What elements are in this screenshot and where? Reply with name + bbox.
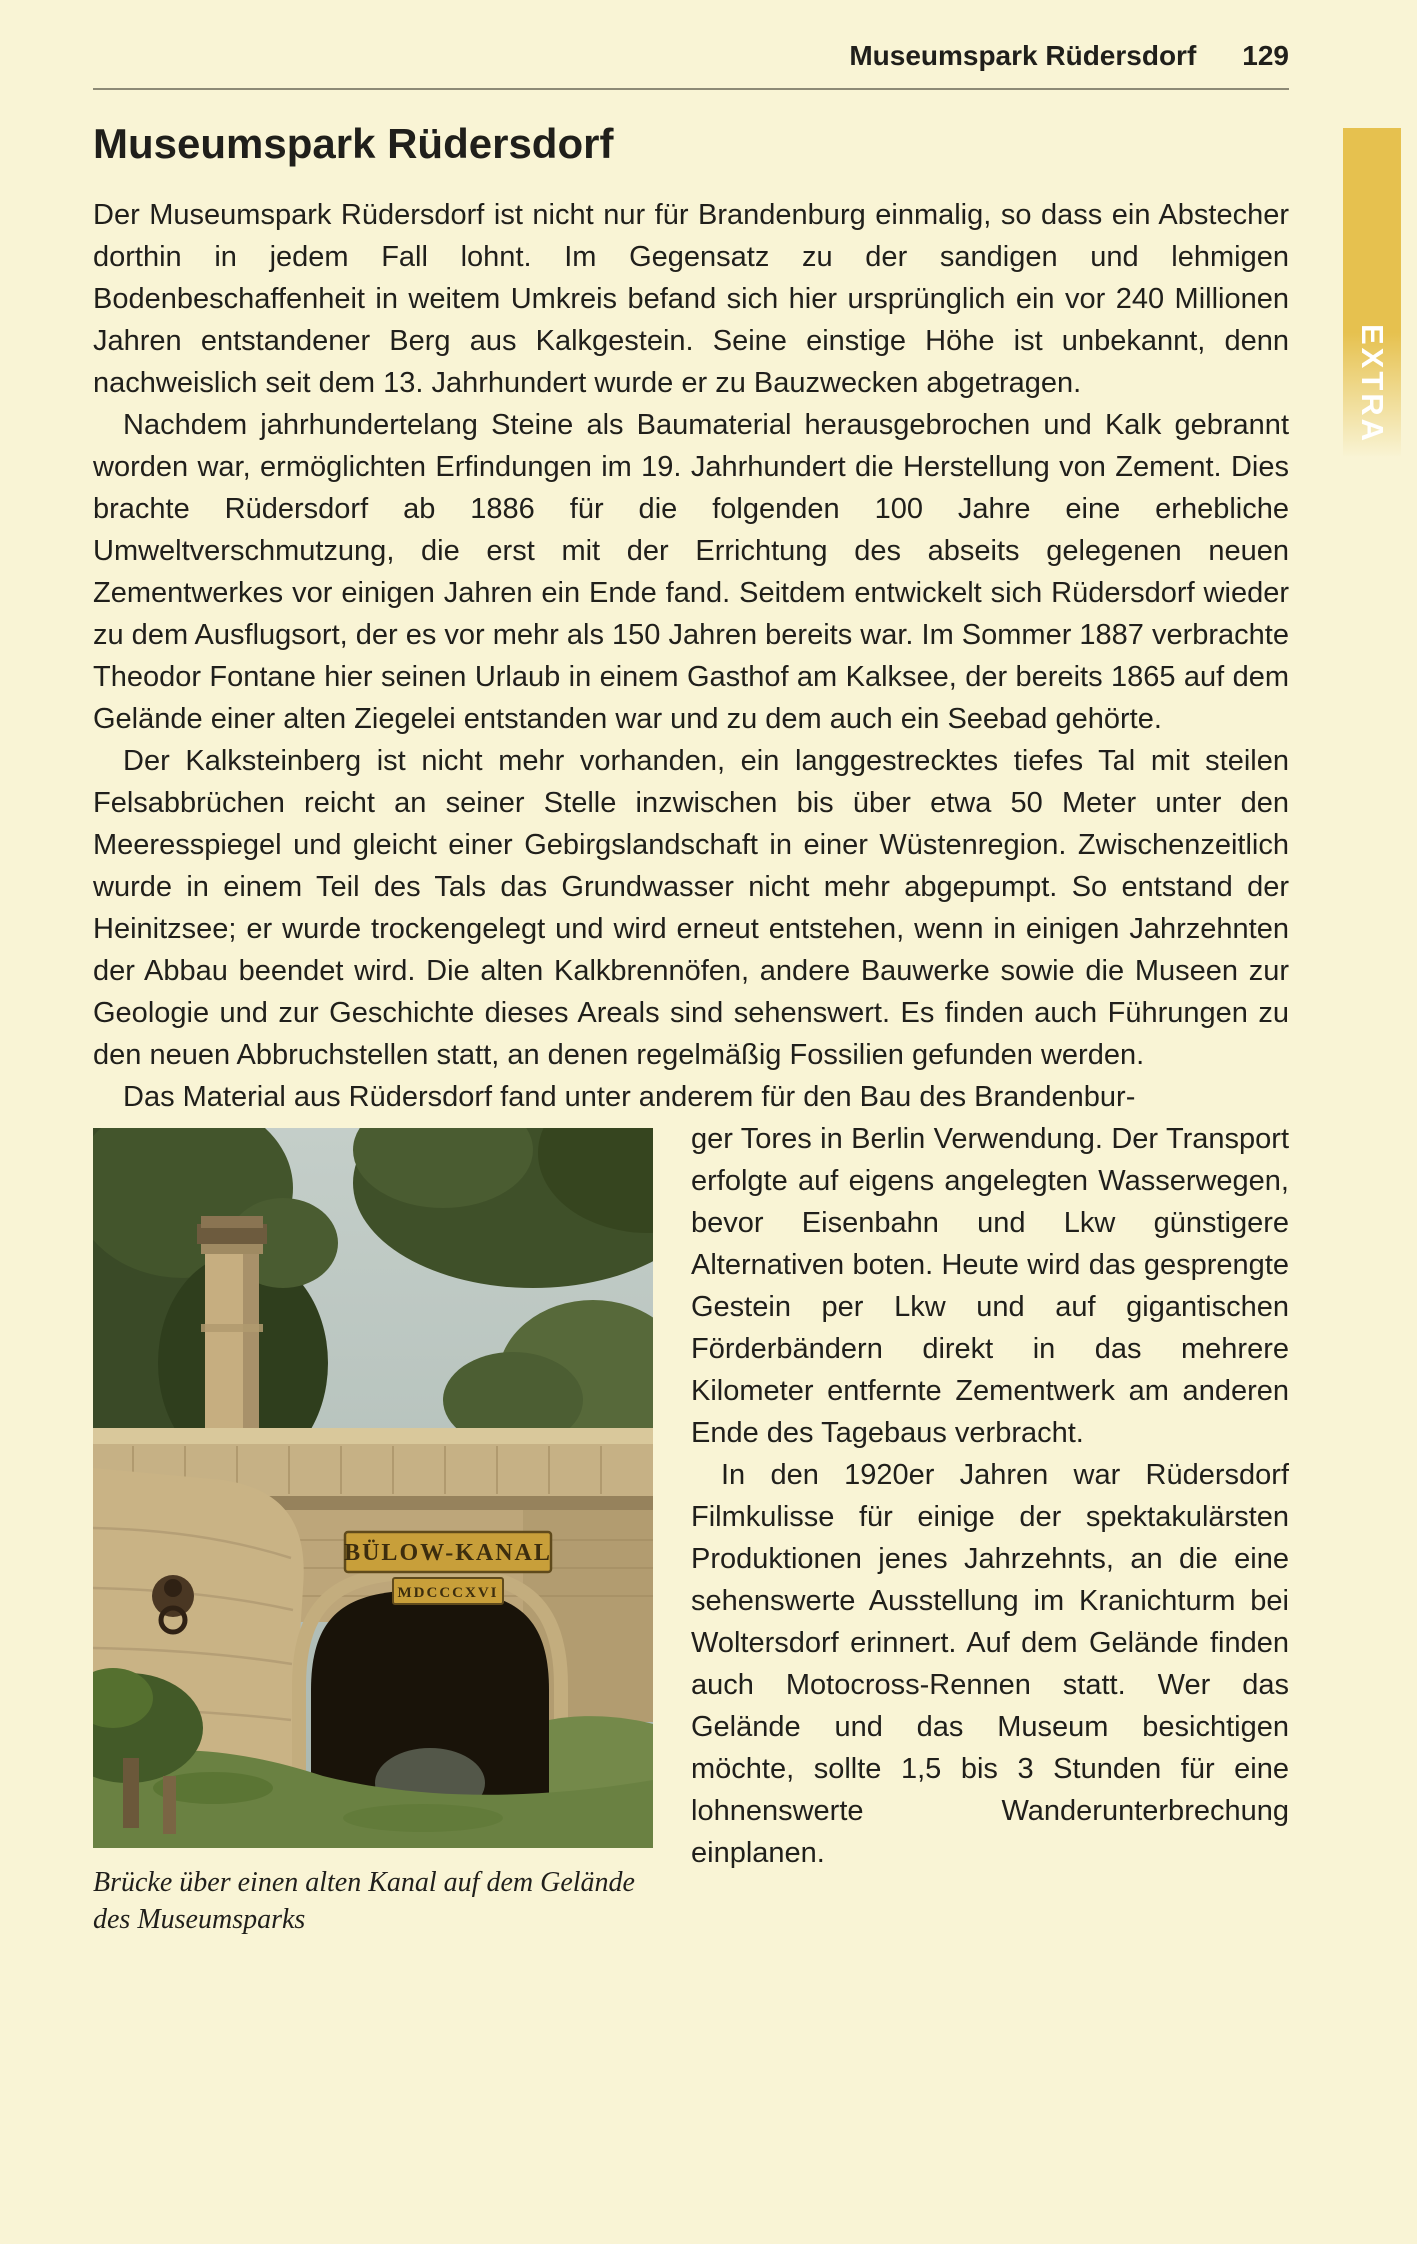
paragraph-3: Der Kalksteinberg ist nicht mehr vorhanden, ein langgestrecktes tiefes Tal mit steilen Felsabbrüchen reicht an seiner Stelle inzwischen bis über etwa 50 Meter unter den Meeresspiegel und gleicht einer Gebirgslandschaft in einer Wüstenregion. Zwischenzeitlich wurde in einem Teil des Tals das Grundwasser nicht mehr abgepumpt. So entstand der Heinitzsee; er wurde trockengelegt und wird erneut entstehen, wenn in einigen Jahrzehnten der Abbau beendet wird. Die alten Kalkbrennöfen, andere Bauwerke sowie die Museen zur Geologie und zur Geschichte dieses Areals sind sehenswert. Es finden auch Führungen zu den neuen Abbruchstellen statt, an denen regelmäßig Fossilien gefunden werden. [93,745,1289,1071]
paragraph-4-intro: Das Material aus Rüdersdorf fand unter anderem für den Bau des Brandenbur- [123,1081,1136,1113]
paragraph-1: Der Museumspark Rüdersdorf ist nicht nur für Brandenburg einmalig, so dass ein Abstecher dorthin in jedem Fall lohnt. Im Gegensatz zu der sandigen und lehmigen Bodenbeschaffenheit in weitem Umkreis befand sich hier ursprünglich ein vor 240 Millionen Jahren entstandener Berg aus Kalkgestein. Seine einstige Höhe ist unbekannt, denn nachweislich seit dem 13. Jahrhundert wurde er zu Bauzwecken abgetragen. [93,199,1289,399]
paragraph-2: Nachdem jahrhundertelang Steine als Baumaterial herausgebrochen und Kalk gebrannt worden war, ermöglichten Erfindungen im 19. Jahrhundert die Herstellung von Zement. Dies brachte Rüdersdorf ab 1886 für die folgenden 100 Jahre eine erhebliche Umweltverschmutzung, die erst mit der Errichtung des abseits gelegenen neuen Zementwerkes vor einigen Jahren ein Ende fand. Seitdem entwickelt sich Rüdersdorf wieder zu dem Ausflugsort, der es vor mehr als 150 Jahren bereits war. Im Sommer 1887 verbrachte Theodor Fontane hier seinen Urlaub in einem Gasthof am Kalksee, der bereits 1865 auf dem Gelände einer alten Ziegelei entstanden war und zu dem auch ein Seebad gehörte. [93,409,1289,735]
page-title: Museumspark Rüdersdorf [93,120,614,167]
plaque-title-text: BÜLOW-KANAL [344,1540,552,1566]
page-number: 129 [1242,40,1289,71]
paragraph-5: In den 1920er Jahren war Rüdersdorf Filmkulisse für einige der spektakulärsten Produktionen jenes Jahrzehnts, an die eine sehenswerte Ausstellung im Kranichturm bei Woltersdorf erinnert. Auf dem Gelände finden auch Motocross-Rennen statt. Wer das Gelände und das Museum besichtigen möchte, sollte 1,5 bis 3 Stunden für eine lohnenswerte Wanderunterbrechung einplanen. [691,1459,1289,1869]
plaque-year-text: MDCCCXVI [397,1585,499,1601]
running-header-title: Museumspark Rüdersdorf [849,40,1197,71]
photo-caption: Brücke über einen alten Kanal auf dem Gelände des Museumsparks [93,1867,635,1935]
photo-text-wrap-section [93,1118,1289,1938]
bridge-photo-illustration [93,1128,653,1848]
extra-section-tab [1343,128,1401,458]
extra-tab-label: EXTRA [1355,323,1390,444]
bridge-photo [93,1128,653,1938]
page-content [93,40,1289,1938]
article-body [93,194,1289,1938]
paragraph-4-rest: ger Tores in Berlin Verwendung. Der Transport erfolgte auf eigens angelegten Wasserwegen, bevor Eisenbahn und Lkw günstigere Alternativen boten. Heute wird das gesprengte Gestein per Lkw und auf gigantischen Förderbändern direkt in das mehrere Kilometer entfernte Zementwerk am anderen Ende des Tagebaus verbracht. [691,1123,1289,1449]
chimney [197,1216,267,1428]
running-header [93,40,1289,90]
